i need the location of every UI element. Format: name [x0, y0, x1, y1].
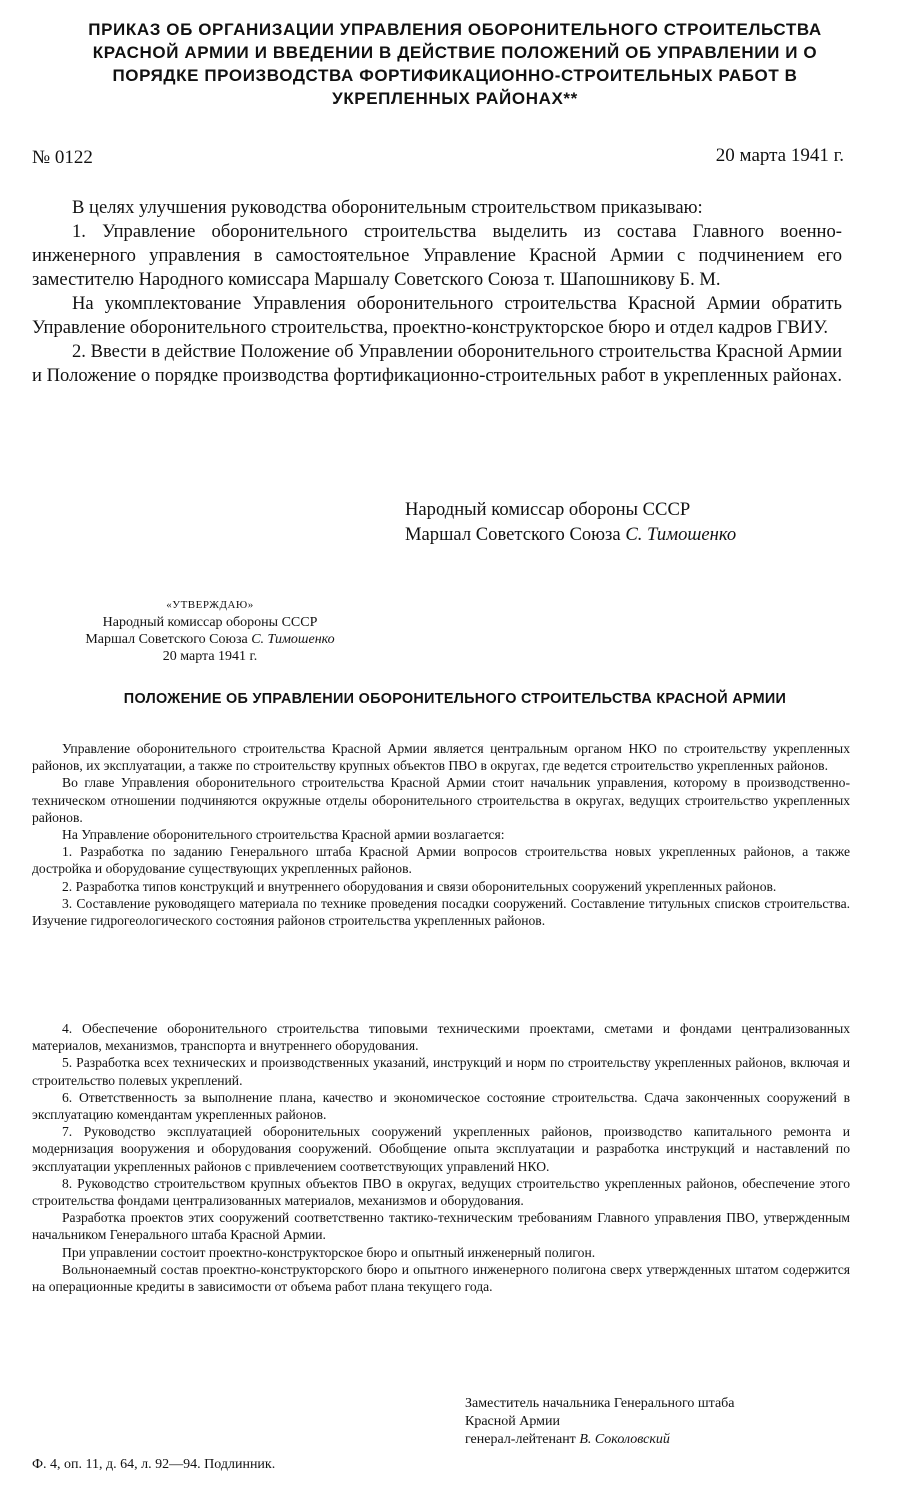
- order-paragraph: На укомплектование Управления оборонительного строительства Красной Армии обратить Управление оборонительного строительства, проектно-конструкторское бюро и отдел кадров ГВИУ.: [32, 293, 842, 338]
- approval-block: [30, 597, 390, 665]
- order-title: ПРИКАЗ ОБ ОРГАНИЗАЦИИ УПРАВЛЕНИЯ ОБОРОНИТЕЛЬНОГО СТРОИТЕЛЬСТВА КРАСНОЙ АРМИИ И ВВЕДЕНИИ В ДЕЙСТВИЕ ПОЛОЖЕНИЙ ОБ УПРАВЛЕНИИ И О ПОРЯДКЕ ПРОИЗВОДСТВА ФОРТИФИКАЦИОННО-СТРОИТЕЛЬНЫХ РАБОТ В УКРЕПЛЕННЫХ РАЙОНАХ**: [88, 20, 822, 108]
- approval-line: [30, 631, 390, 648]
- regulation-paragraph: 8. Руководство строительством крупных объектов ПВО в округах, ведущих строительство укрепленных районов, обеспечение этого строительства фондами централизованных материалов, механизмов и оборудования.: [32, 1175, 850, 1209]
- regulation-paragraph: 7. Руководство эксплуатацией оборонительных сооружений укрепленных районов, производство капитального ремонта и модернизация вооружения и оборудования сооружений. Обобщение опыта эксплуатации и разработка инструкций и наставлений по эксплуатации укрепленных районов с привлечением соответствующих управлений НКО.: [32, 1124, 850, 1174]
- regulation-paragraph: На Управление оборонительного строительства Красной армии возлагается:: [62, 827, 505, 843]
- signature-line: [405, 522, 736, 547]
- order-paragraph: 1. Управление оборонительного строительства выделить из состава Главного военно-инженерного управления в самостоятельное Управление Красной Армии с подчинением его заместителю Народного комиссара Маршалу Советского Союза т. Шапошникову Б. М.: [32, 221, 842, 290]
- regulation-paragraph: Вольнонаемный состав проектно-конструкторского бюро и опытного инженерного полигона сверх утвержденных штатом содержится на операционные кредиты в зависимости от объема работ плана текущего года.: [32, 1261, 850, 1295]
- regulation-paragraph: 6. Ответственность за выполнение плана, качество и экономическое состояние строительства. Сдача законченных сооружений в эксплуатацию комендантам укрепленных районов.: [32, 1089, 850, 1123]
- regulation-title: ПОЛОЖЕНИЕ ОБ УПРАВЛЕНИИ ОБОРОНИТЕЛЬНОГО СТРОИТЕЛЬСТВА КРАСНОЙ АРМИИ: [123, 691, 787, 707]
- order-date: 20 марта 1941 г.: [715, 145, 844, 166]
- approval-date: 20 марта 1941 г.: [162, 649, 258, 664]
- order-paragraph: 2. Ввести в действие Положение об Управлении оборонительного строительства Красной Армии и Положение о порядке производства фортификационно-строительных работ в укрепленных районах.: [32, 341, 843, 386]
- signature-line: Народный комиссар обороны СССР: [405, 499, 691, 520]
- regulation-paragraph: При управлении состоит проектно-конструкторское бюро и опытный инженерный полигон.: [62, 1244, 596, 1260]
- signature-rank: Маршал Советского Союза: [405, 524, 621, 545]
- signature-name: В. Соколовский: [579, 1432, 670, 1447]
- signature-line: [465, 1431, 735, 1449]
- signature-line: Заместитель начальника Генерального штаба: [465, 1396, 735, 1411]
- order-paragraph: В целях улучшения руководства оборонительным строительством приказываю:: [72, 197, 703, 218]
- order-body: [32, 196, 842, 388]
- order-signature: [405, 497, 736, 547]
- signature-rank: генерал-лейтенант: [465, 1432, 576, 1447]
- approval-caption: «УТВЕРЖДАЮ»: [166, 599, 254, 611]
- approval-line: Народный комиссар обороны СССР: [102, 615, 318, 630]
- approval-rank: Маршал Советского Союза: [85, 632, 248, 647]
- regulation-paragraph: Управление оборонительного строительства Красной Армии является центральным органом НКО по строительству укрепленных районов, их эксплуатации, а также по строительству крупных объектов ПВО в округах, где ведется строительство укрепленных районов.: [32, 741, 850, 774]
- regulation-paragraph: 1. Разработка по заданию Генерального штаба Красной Армии вопросов строительства новых укрепленных районов, а также достройка и оборудование существующих укрепленных районов.: [32, 844, 850, 877]
- regulation-paragraph: 3. Составление руководящего материала по технике проведения посадки сооружений. Составление титульных списков строительства. Изучение гидрогеологического состояния районов строительства укрепленных районов.: [32, 895, 850, 929]
- regulation-body-b: [32, 1020, 850, 1295]
- order-number: № 0122: [32, 147, 93, 168]
- regulation-body-a: [32, 740, 850, 929]
- approval-name: С. Тимошенко: [251, 632, 335, 647]
- regulation-paragraph: 5. Разработка всех технических и производственных указаний, инструкций и норм по строительству укрепленных районов, включая и строительство полевых укреплений.: [32, 1055, 850, 1088]
- regulation-paragraph: 4. Обеспечение оборонительного строительства типовыми техническими проектами, сметами и фондами централизованных материалов, механизмов, транспорта и внутреннего оборудования.: [32, 1021, 850, 1054]
- signature-name: С. Тимошенко: [625, 524, 737, 545]
- signature-line: Красной Армии: [465, 1414, 560, 1429]
- regulation-paragraph: Разработка проектов этих сооружений соответственно тактико-техническим требованиям Главного управления ПВО, утвержденным начальником Генерального штаба Красной Армии.: [32, 1210, 850, 1243]
- archive-reference: Ф. 4, оп. 11, д. 64, л. 92—94. Подлинник.: [32, 1457, 276, 1472]
- regulation-signature: [465, 1395, 735, 1449]
- regulation-paragraph: Во главе Управления оборонительного строительства Красной Армии стоит начальник управления, которому в производственно-техническом отношении подчиняются окружные отделы оборонительного строительства в округах, ведущих строительство укрепленных районов.: [32, 775, 850, 825]
- regulation-paragraph: 2. Разработка типов конструкций и внутреннего оборудования и связи оборонительных сооружений укрепленных районов.: [62, 878, 777, 894]
